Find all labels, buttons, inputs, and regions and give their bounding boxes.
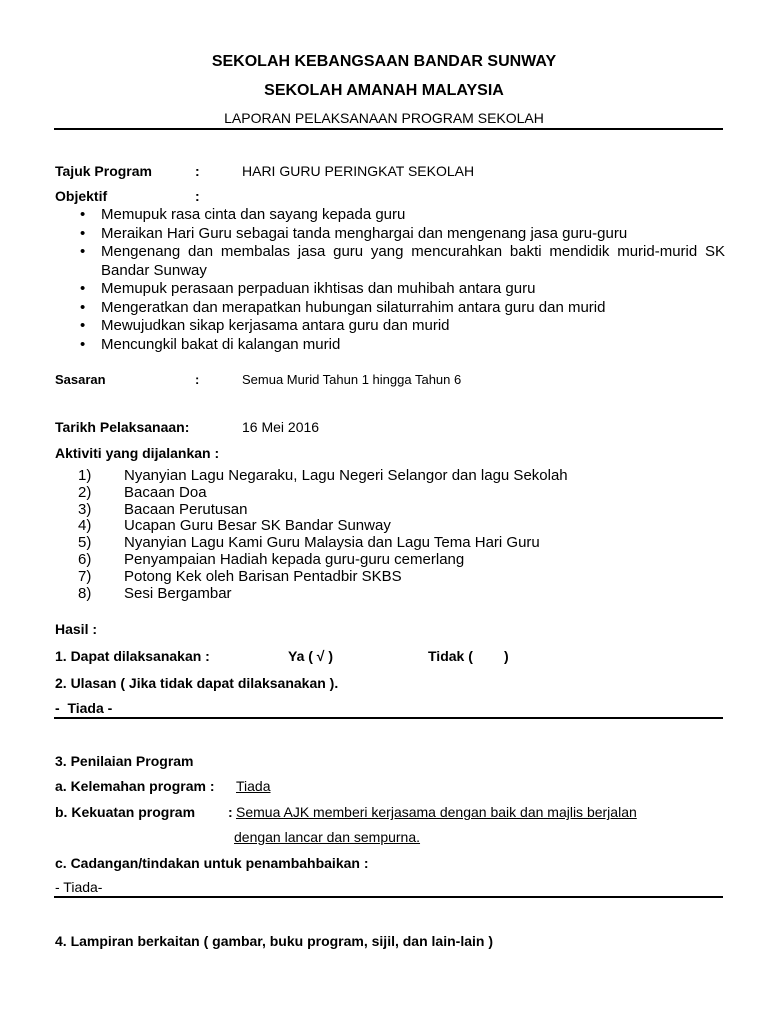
list-text: Sesi Bergambar: [124, 584, 232, 602]
list-item: • Mengeratkan dan merapatkan hubungan silaturrahim antara guru dan murid: [80, 299, 725, 318]
kekuatan-label: b. Kekuatan program: [55, 804, 196, 820]
list-item: • Memupuk rasa cinta dan sayang kepada guru: [80, 206, 725, 225]
list-item: • Memupuk perasaan perpaduan ikhtisas dan muhibah antara guru: [80, 280, 725, 299]
sasaran-value: Semua Murid Tahun 1 hingga Tahun 6: [242, 372, 462, 387]
list-item: [78, 569, 568, 586]
list-item: • Mewujudkan sikap kerjasama antara guru dan murid: [80, 317, 725, 336]
list-item: [78, 535, 568, 552]
kekuatan-colon: :: [228, 804, 233, 820]
list-number: 1): [78, 467, 92, 484]
ulasan-label: 2. Ulasan ( Jika tidak dapat dilaksanakan ).: [55, 675, 339, 691]
program-name: SEKOLAH AMANAH MALAYSIA: [264, 82, 504, 99]
list-number: 8): [78, 584, 92, 602]
aktiviti-list: [78, 468, 568, 602]
list-item: • Mengenang dan membalas jasa guru yang mencurahkan bakti mendidik murid-murid SK Bandar Sunway: [80, 243, 725, 280]
tarikh-label: Tarikh Pelaksanaan:: [55, 419, 190, 435]
kelemahan-value: Tiada: [236, 778, 271, 794]
list-item: • Mencungkil bakat di kalangan murid: [80, 336, 725, 355]
list-item: [78, 552, 568, 569]
sasaran-colon: :: [195, 372, 200, 387]
tajuk-value: HARI GURU PERINGKAT SEKOLAH: [242, 163, 475, 179]
list-item: [78, 468, 568, 485]
report-title: LAPORAN PELAKSANAAN PROGRAM SEKOLAH: [224, 110, 544, 126]
list-item: [78, 518, 568, 535]
list-text: Bacaan Doa: [124, 483, 207, 501]
kelemahan-label: a. Kelemahan program :: [55, 778, 215, 794]
list-number: 7): [78, 567, 92, 585]
ulasan-divider: [54, 717, 723, 719]
tajuk-colon: :: [195, 163, 200, 179]
tajuk-label: Tajuk Program: [55, 163, 152, 179]
list-text: Nyanyian Lagu Negaraku, Lagu Negeri Selangor dan lagu Sekolah: [124, 467, 568, 484]
objektif-label: Objektif: [55, 188, 108, 204]
ya-option: Ya ( √ ): [288, 648, 334, 664]
list-text: Penyampaian Hadiah kepada guru-guru cemerlang: [124, 550, 465, 568]
cadangan-divider: [54, 896, 723, 898]
list-text: Potong Kek oleh Barisan Pentadbir SKBS: [124, 567, 402, 585]
kekuatan-value-line1: Semua AJK memberi kerjasama dengan baik dan majlis berjalan: [236, 804, 637, 820]
ulasan-value: - Tiada -: [55, 700, 113, 716]
header-divider: [54, 128, 723, 130]
list-item: [78, 586, 568, 603]
list-text: Bacaan Perutusan: [124, 500, 248, 518]
list-number: 3): [78, 500, 92, 518]
lampiran-title: 4. Lampiran berkaitan ( gambar, buku program, sijil, dan lain-lain ): [55, 933, 493, 949]
list-item: [78, 502, 568, 519]
list-text: Ucapan Guru Besar SK Bandar Sunway: [124, 517, 391, 535]
sasaran-label: Sasaran: [55, 372, 106, 387]
list-text: Nyanyian Lagu Kami Guru Malaysia dan Lagu Tema Hari Guru: [124, 534, 540, 552]
list-number: 5): [78, 534, 92, 552]
cadangan-value: - Tiada-: [55, 879, 103, 895]
tarikh-value: 16 Mei 2016: [242, 419, 320, 435]
dapat-label: 1. Dapat dilaksanakan :: [55, 648, 210, 664]
tidak-option: Tidak ( ): [428, 648, 509, 664]
hasil-label: Hasil :: [55, 621, 98, 637]
list-number: 2): [78, 483, 92, 501]
kekuatan-value-line2: dengan lancar dan sempurna.: [234, 829, 421, 845]
list-number: 4): [78, 517, 92, 535]
list-item: [78, 485, 568, 502]
list-item: • Meraikan Hari Guru sebagai tanda menghargai dan mengenang jasa guru-guru: [80, 225, 725, 244]
objektif-colon: :: [195, 188, 200, 204]
objektif-list: [80, 206, 725, 354]
penilaian-title: 3. Penilaian Program: [55, 753, 194, 769]
school-name: SEKOLAH KEBANGSAAN BANDAR SUNWAY: [211, 53, 557, 70]
aktiviti-label: Aktiviti yang dijalankan :: [55, 445, 220, 461]
cadangan-label: c. Cadangan/tindakan untuk penambahbaikan :: [55, 855, 369, 871]
list-number: 6): [78, 550, 92, 568]
